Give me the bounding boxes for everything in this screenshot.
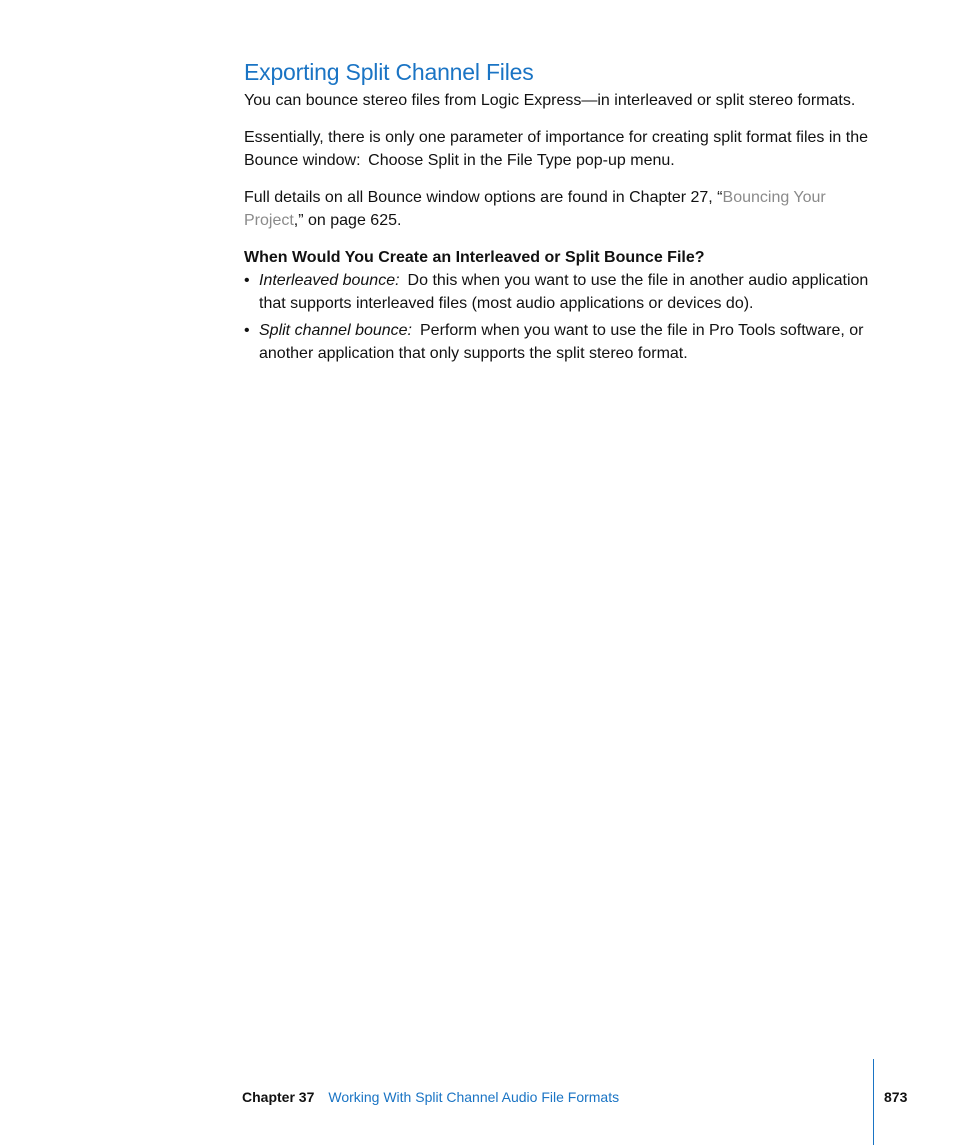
bounce-details-text-before: Full details on all Bounce window options are found in Chapter 27, “: [244, 189, 723, 206]
subheading: When Would You Create an Interleaved or Split Bounce File?: [244, 249, 705, 266]
list-item: [244, 319, 874, 365]
list-item-term: Interleaved bounce:: [259, 272, 400, 289]
bouncing-your-project-link[interactable]: Bouncing Your Project: [244, 189, 826, 229]
bullet-icon: •: [244, 272, 250, 289]
bounce-types-list: [244, 269, 874, 365]
split-format-paragraph: Essentially, there is only one parameter of importance for creating split format files in the Bounce window: Choose Split in the File Type pop-up menu.: [244, 129, 868, 169]
page-content: [244, 58, 874, 369]
bounce-details-text-after: ,” on page 625.: [293, 212, 402, 229]
bounce-details-paragraph: [244, 186, 874, 232]
section-title: Exporting Split Channel Files: [244, 59, 534, 85]
bullet-icon: •: [244, 322, 250, 339]
list-item-text: Do this when you want to use the file in another audio application that supports interleaved files (most audio applications or devices do).: [259, 272, 869, 312]
footer-divider: [873, 1059, 874, 1145]
list-item-text: Perform when you want to use the file in Pro Tools software, or another application that only supports the split stereo format.: [259, 322, 864, 362]
list-item-term: Split channel bounce:: [259, 322, 412, 339]
footer-chapter-title: Working With Split Channel Audio File Formats: [328, 1089, 620, 1105]
list-item: [244, 269, 874, 315]
intro-paragraph: You can bounce stereo files from Logic Express—in interleaved or split stereo formats.: [244, 92, 856, 109]
page-footer: [242, 1088, 619, 1106]
page-number: 873: [884, 1089, 908, 1105]
footer-chapter-label: Chapter 37: [242, 1089, 315, 1105]
